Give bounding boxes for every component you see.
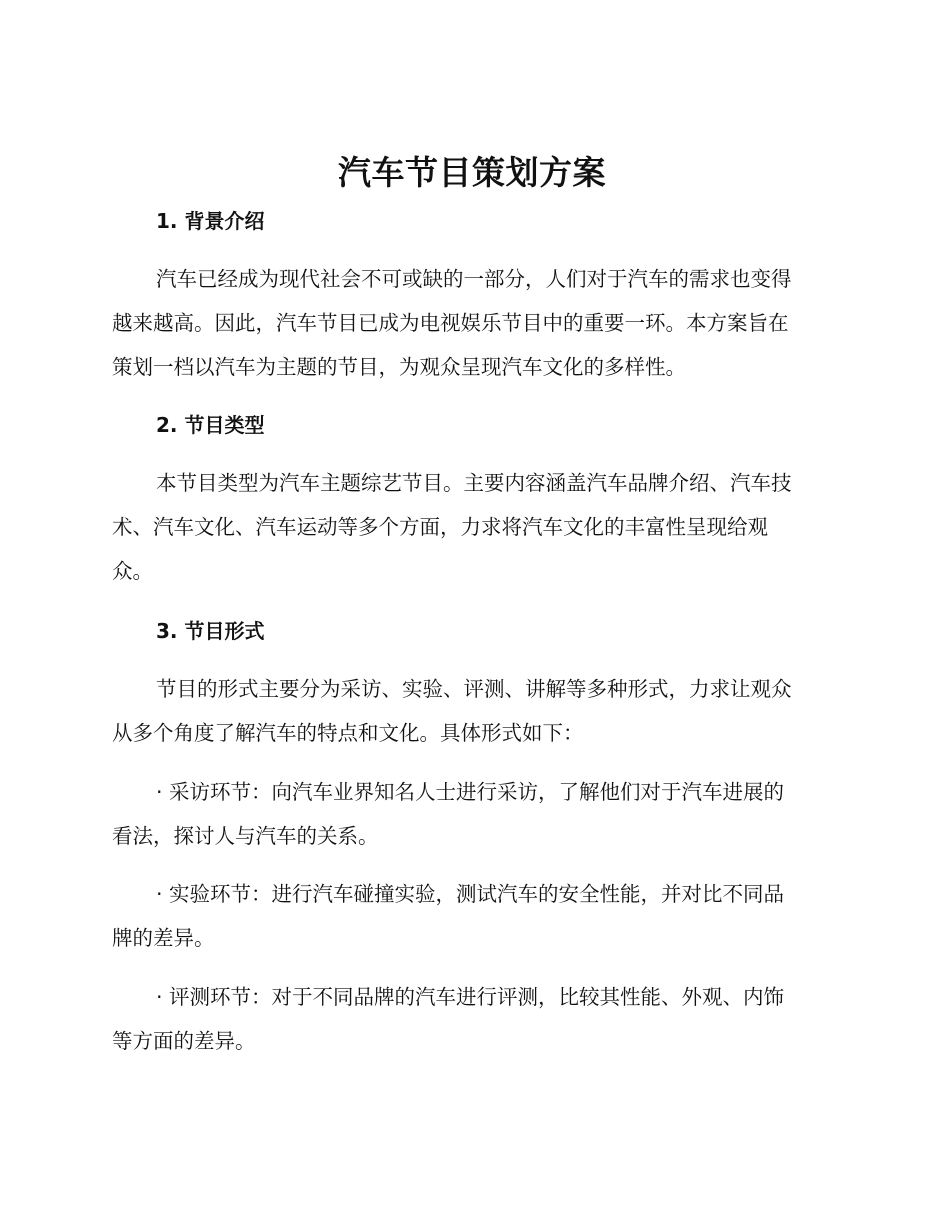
section-heading-program-type: 2. 节目类型: [156, 413, 265, 437]
paragraph-line: 术、汽车文化、汽车运动等多个方面，力求将汽车文化的丰富性呈现给观: [112, 515, 768, 539]
paragraph-line: 牌的差异。: [112, 926, 215, 950]
paragraph-line: 策划一档以汽车为主题的节目，为观众呈现汽车文化的多样性。: [112, 355, 686, 379]
section-heading-background: 1. 背景介绍: [156, 209, 265, 233]
paragraph-line: 节目的形式主要分为采访、实验、评测、讲解等多种形式，力求让观众: [156, 677, 792, 701]
paragraph-line: · 采访环节：向汽车业界知名人士进行采访，了解他们对于汽车进展的: [156, 780, 785, 804]
paragraph-line: · 评测环节：对于不同品牌的汽车进行评测，比较其性能、外观、内饰: [156, 985, 785, 1009]
paragraph-program-type: [112, 461, 832, 593]
paragraph-line: · 实验环节：进行汽车碰撞实验，测试汽车的安全性能，并对比不同品: [156, 882, 785, 906]
paragraph-line: 从多个角度了解汽车的特点和文化。具体形式如下：: [112, 721, 584, 745]
section-heading-program-format: 3. 节目形式: [156, 619, 265, 643]
list-item-experiment: [112, 872, 832, 960]
paragraph-line: 汽车已经成为现代社会不可或缺的一部分，人们对于汽车的需求也变得: [156, 267, 792, 291]
paragraph-line: 众。: [112, 559, 153, 583]
paragraph-background: [112, 257, 832, 389]
paragraph-line: 等方面的差异。: [112, 1029, 256, 1053]
paragraph-line: 本节目类型为汽车主题综艺节目。主要内容涵盖汽车品牌介绍、汽车技: [156, 471, 792, 495]
paragraph-line: 越来越高。因此，汽车节目已成为电视娱乐节目中的重要一环。本方案旨在: [112, 311, 789, 335]
list-item-interview: [112, 770, 832, 858]
list-item-review: [112, 975, 832, 1063]
paragraph-program-format: [112, 667, 832, 755]
paragraph-line: 看法，探讨人与汽车的关系。: [112, 824, 379, 848]
document-title: 汽车节目策划方案: [338, 153, 606, 192]
